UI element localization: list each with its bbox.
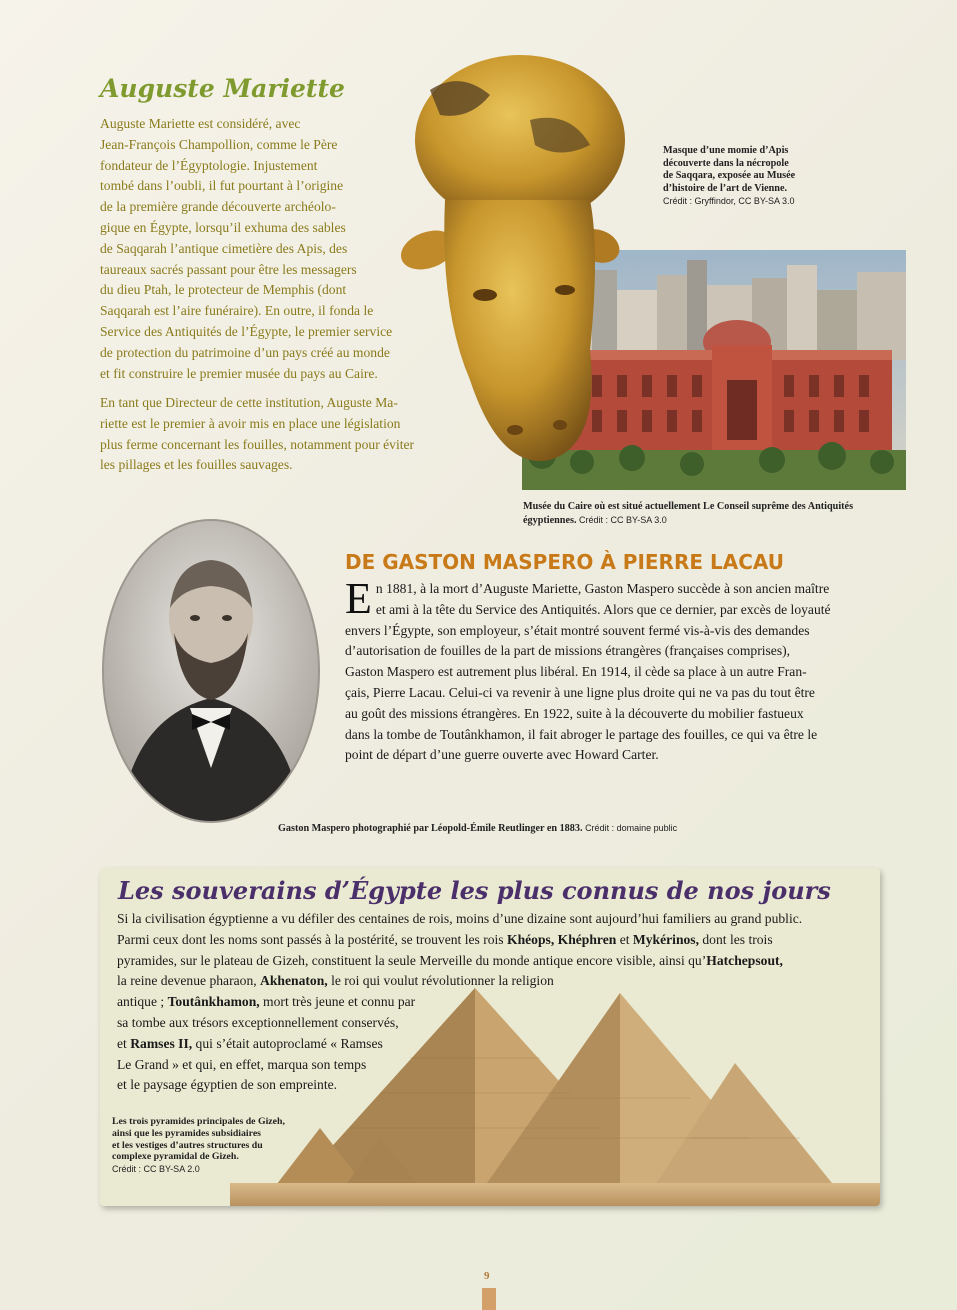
caption-line: de Saqqara, exposée au Musée [663,170,796,182]
section-title-mariette: Auguste Mariette [100,74,345,103]
box-line: Si la civilisation égyptienne a vu défiler des centaines de rois, moins d’une dizaine sont aujourd’hui familiers au grand public. [117,911,803,926]
king-kheops: Khéops, [507,931,555,947]
king-ramses: Ramses II, [130,1035,193,1051]
box-line [117,951,877,972]
box-line [117,930,877,951]
king-akhenaton: Akhenaton, [260,973,328,989]
maspero-portrait [100,518,322,824]
box-text: qui s’était autoproclamé « Ramses [192,1035,383,1051]
box-text: et [117,1035,131,1051]
mariette-line: Saqqarah est l’aire funéraire). En outre, il fonda le [100,303,374,319]
box-line [117,1034,877,1055]
box-line [117,971,877,992]
pyramids-caption [112,1116,327,1176]
apis-mask-image [400,50,640,480]
maspero-line: au goût des missions étrangères. En 1922, suite à la découverte du mobilier fastueux [345,705,804,721]
box-title: Les souverains d’Égypte les plus connus de nos jours [118,876,831,905]
maspero-portrait-image [100,518,322,824]
apis-mask-photo [400,50,640,480]
box-text: mort très jeune et connu par [259,994,416,1010]
box-text: pyramides, sur le plateau de Gizeh, constituent la seule Merveille du monde antique encore visible, ainsi qu’ [117,952,707,968]
box-line: et le paysage égyptien de son empreinte. [117,1077,338,1093]
drop-cap: E [345,574,372,623]
mariette-line: de protection du patrimoine d’un pays créé au monde [100,344,390,360]
page-number: 9 [484,1270,490,1282]
box-text: dont les trois [698,931,773,947]
caption-line: d’histoire de l’art de Vienne. [663,182,788,194]
queen-hatchepsout: Hatchepsout, [706,952,783,968]
mask-caption [663,145,843,208]
maspero-line: çais, Pierre Lacau. Celui-ci va revenir à une ligne plus droite qui ne va pas du tout être [345,684,815,700]
mariette-line: En tant que Directeur de cette institution, Auguste Ma- [100,395,398,410]
sovereigns-box [100,868,880,1206]
caption-line: découverte dans la nécropole [663,157,789,169]
mariette-line: plus ferme concernant les fouilles, notamment pour éviter [100,436,415,452]
caption-line [523,514,913,528]
maspero-line: d’autorisation de fouilles de la part de missions étrangères (françaises comprises), [345,643,791,659]
caption-credit: Crédit : domaine public [585,823,678,833]
box-line: sa tombe aux trésors exceptionnellement conservés, [117,1014,399,1030]
caption-credit: Crédit : Gryffindor, CC BY-SA 3.0 [663,196,795,207]
caption-line: Masque d’une momie d’Apis [663,145,789,156]
mariette-line: gique en Égypte, lorsqu’il exhuma des sables [100,219,346,235]
maspero-line: point de départ d’une guerre ouverte avec Howard Carter. [345,747,659,763]
maspero-line: envers l’Égypte, son employeur, s’était montré souvent fermé vis-à-vis des demandes [345,622,810,638]
king-mykerinos: Mykérinos, [632,931,699,947]
mariette-line: Auguste Mariette est considéré, avec [100,116,301,131]
caption-line: Les trois pyramides principales de Gizeh, [112,1116,285,1127]
caption-line [278,822,778,836]
mariette-line: du dieu Ptah, le protecteur de Memphis (dont [100,282,347,298]
caption-text: égyptiennes. [523,514,577,526]
mariette-line: Jean-François Champollion, comme le Père [100,136,338,152]
page-tab-marker [482,1288,496,1310]
mariette-line: taureaux sacrés passant pour être les messagers [100,261,357,277]
maspero-line: n 1881, à la mort d’Auguste Mariette, Gaston Maspero succède à son ancien maître [375,581,830,596]
mariette-line: fondateur de l’Égyptologie. Injustement [100,157,318,173]
mariette-line: tombé dans l’oubli, il fut pourtant à l’origine [100,178,344,194]
section-title-maspero: DE GASTON MASPERO À PIERRE LACAU [345,550,784,574]
portrait-caption [278,822,778,836]
mariette-paragraph-2 [100,393,445,476]
box-text: et [616,931,633,947]
box-line: Le Grand » et qui, en effet, marqua son temps [117,1056,367,1072]
caption-line: ainsi que les pyramides subsidiaires [112,1127,261,1139]
mariette-line: les pillages et les fouilles sauvages. [100,457,293,473]
mariette-line: de Saqqarah l’antique cimetière des Apis, des [100,240,348,256]
mariette-line: Service des Antiquités de l’Égypte, le premier service [100,323,393,339]
box-paragraph [117,909,877,1096]
maspero-line: dans la tombe de Toutânkhamon, il fait abroger le partage des fouilles, ce qui va être le [345,726,818,742]
king-toutankhamon: Toutânkhamon, [167,994,260,1010]
maspero-line: Gaston Maspero est autrement plus libéral. En 1914, il cède sa place à un autre Fran- [345,664,807,680]
museum-caption [523,501,913,527]
caption-line: complexe pyramidal de Gizeh. [112,1151,239,1163]
maspero-line: et ami à la tête du Service des Antiquités. Alors que ce dernier, par excès de loyauté [375,601,831,617]
mariette-line: de la première grande découverte archéolo- [100,199,336,215]
caption-line: Musée du Caire où est situé actuellement Le Conseil suprême des Antiquités [523,501,854,512]
caption-credit: Crédit : CC BY-SA 3.0 [579,514,667,525]
box-text: le roi qui voulut révolutionner la religion [327,973,554,989]
box-text: antique ; [117,994,168,1010]
king-khephren: Khéphren [557,931,617,947]
mariette-line: riette est le premier à avoir mis en place une législation [100,415,401,431]
mariette-paragraph-1 [100,114,445,384]
caption-credit: Crédit : CC BY-SA 2.0 [112,1164,200,1175]
maspero-paragraph [345,574,875,766]
mariette-line: et fit construire le premier musée du pays au Caire. [100,365,378,381]
box-text: la reine devenue pharaon, [117,973,261,989]
caption-line: et les vestiges d’autres structures du [112,1139,263,1151]
box-line [117,992,877,1013]
box-text: Parmi ceux dont les noms sont passés à la postérité, se trouvent les rois [117,931,507,947]
caption-text: Gaston Maspero photographié par Léopold-Émile Reutlinger en 1883. [278,823,583,834]
